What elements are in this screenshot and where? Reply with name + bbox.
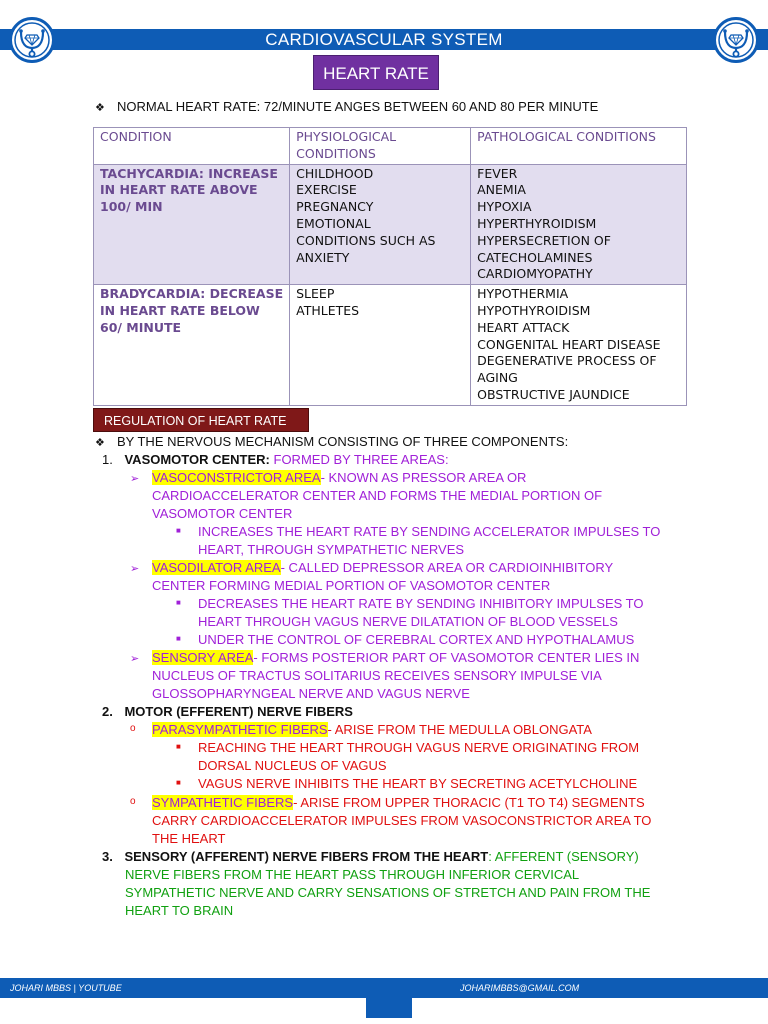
- table-header-cell: PHYSIOLOGICAL CONDITIONS: [290, 128, 471, 165]
- item-number: 3.: [102, 849, 113, 864]
- cell-line: ANEMIA: [477, 182, 526, 198]
- sub-bullet-line: DORSAL NUCLEUS OF VAGUS: [198, 758, 387, 773]
- pathological-cell: [471, 285, 687, 406]
- sympathetic-label: SYMPATHETIC FIBERS: [152, 795, 294, 810]
- cell-line: FEVER: [477, 165, 518, 181]
- sympathetic-line: CARRY CARDIOACCELERATOR IMPULSES FROM VASOCONSTRICTOR AREA TO: [152, 813, 652, 828]
- cell-line: HYPOTHYROIDISM: [477, 302, 591, 318]
- vasoconstrictor-text: - KNOWN AS PRESSOR AREA OR: [320, 470, 527, 485]
- parasympathetic-line: [152, 721, 592, 739]
- vasodilator-line: CENTER FORMING MEDIAL PORTION OF VASOMOTOR CENTER: [152, 578, 551, 593]
- vasoconstrictor-label: VASOCONSTRICTOR AREA: [152, 470, 321, 485]
- cell-line: BRADYCARDIA: DECREASE: [100, 286, 284, 302]
- stethoscope-diamond-icon: [9, 17, 55, 63]
- item-title: MOTOR (EFFERENT) NERVE FIBERS: [124, 704, 353, 719]
- physiological-cell: [290, 285, 471, 406]
- sensory-line: GLOSSOPHARYNGEAL NERVE AND VAGUS NERVE: [152, 686, 470, 701]
- cell-line: CONDITIONS SUCH AS: [296, 232, 436, 248]
- cell-line: CONGENITAL HEART DISEASE: [477, 336, 661, 352]
- sensory-label: SENSORY AREA: [152, 650, 254, 665]
- sensory-line: NUCLEUS OF TRACTUS SOLITARIUS RECEIVES SENSORY IMPULSE VIA: [152, 668, 602, 683]
- square-bullet-icon: ■: [176, 778, 181, 787]
- vasodilator-line: [152, 559, 613, 577]
- cell-line: PREGNANCY: [296, 199, 374, 215]
- cell-line: CARDIOMYOPATHY: [477, 266, 593, 282]
- table-row: [94, 285, 687, 406]
- condition-cell: [94, 164, 290, 285]
- table-header-row: [94, 128, 687, 165]
- cell-line: HYPOXIA: [477, 199, 532, 215]
- item2-heading: [102, 703, 353, 721]
- sympathetic-line: THE HEART: [152, 831, 226, 846]
- square-bullet-icon: ■: [176, 526, 181, 535]
- cell-line: CATECHOLAMINES: [477, 249, 593, 265]
- arrow-bullet-icon: ➢: [130, 653, 140, 665]
- footer-left-text: JOHARI MBBS | YOUTUBE: [10, 983, 122, 993]
- circle-bullet-icon: o: [130, 796, 136, 807]
- sympathetic-line: [152, 794, 645, 812]
- table-header-cell: PATHOLOGICAL CONDITIONS: [471, 128, 687, 165]
- vasodilator-label: VASODILATOR AREA: [152, 560, 281, 575]
- square-bullet-icon: ■: [176, 634, 181, 643]
- normal-rate-text: NORMAL HEART RATE: 72/MINUTE ANGES BETWEEN 60 AND 80 PER MINUTE: [117, 99, 599, 114]
- cell-line: HYPOTHERMIA: [477, 286, 569, 302]
- item-title: SENSORY (AFFERENT) NERVE FIBERS FROM THE HEART: [124, 849, 489, 864]
- sub-bullet-line: DECREASES THE HEART RATE BY SENDING INHIBITORY IMPULSES TO: [198, 596, 644, 611]
- cell-line: IN HEART RATE ABOVE: [100, 182, 258, 198]
- heart-rate-table: [93, 127, 687, 406]
- item1-heading: [102, 451, 449, 469]
- table-header-cell: CONDITION: [94, 128, 290, 165]
- sub-bullet-line: HEART, THROUGH SYMPATHETIC NERVES: [198, 542, 465, 557]
- intro-text: BY THE NERVOUS MECHANISM CONSISTING OF THREE COMPONENTS:: [117, 434, 569, 449]
- pathological-cell: [471, 164, 687, 285]
- diamond-bullet-icon: ❖: [95, 437, 105, 449]
- vasodilator-text: - CALLED DEPRESSOR AREA OR CARDIOINHIBITORY: [280, 560, 614, 575]
- sub-bullet-line: VAGUS NERVE INHIBITS THE HEART BY SECRETING ACETYLCHOLINE: [198, 776, 638, 791]
- arrow-bullet-icon: ➢: [130, 563, 140, 575]
- footer-email: JOHARIMBBS@GMAIL.COM: [460, 983, 580, 993]
- square-bullet-icon: ■: [176, 598, 181, 607]
- sub-bullet-line: INCREASES THE HEART RATE BY SENDING ACCELERATOR IMPULSES TO: [198, 524, 661, 539]
- vasoconstrictor-line: CARDIOACCELERATOR CENTER AND FORMS THE MEDIAL PORTION OF: [152, 488, 603, 503]
- item-number: 2.: [102, 704, 113, 719]
- physiological-cell: [290, 164, 471, 285]
- item3-line: SYMPATHETIC NERVE AND CARRY SENSATIONS OF STRETCH AND PAIN FROM THE: [125, 885, 651, 900]
- circle-bullet-icon: o: [130, 723, 136, 734]
- cell-line: TACHYCARDIA: INCREASE: [100, 165, 278, 181]
- cell-line: ANXIETY: [296, 249, 350, 265]
- section-title: HEART RATE: [313, 55, 439, 90]
- sympathetic-text: - ARISE FROM UPPER THORACIC (T1 TO T4) SEGMENTS: [293, 795, 645, 810]
- cell-line: 60/ MINUTE: [100, 319, 182, 335]
- condition-cell: [94, 285, 290, 406]
- footer-tab: [366, 996, 412, 1018]
- cell-line: HYPERTHYROIDISM: [477, 215, 597, 231]
- page-title: CARDIOVASCULAR SYSTEM: [265, 30, 503, 49]
- stethoscope-diamond-icon: [713, 17, 759, 63]
- sensory-text: - FORMS POSTERIOR PART OF VASOMOTOR CENTER LIES IN: [253, 650, 640, 665]
- cell-line: AGING: [477, 370, 518, 386]
- normal-rate-bullet: [95, 99, 598, 114]
- item3-line: NERVE FIBERS FROM THE HEART PASS THROUGH INFERIOR CERVICAL: [125, 867, 580, 882]
- item-title: VASOMOTOR CENTER:: [124, 452, 270, 467]
- table-row: [94, 164, 687, 285]
- diamond-bullet-icon: ❖: [95, 102, 105, 114]
- cell-line: IN HEART RATE BELOW: [100, 302, 260, 318]
- vasoconstrictor-line: [152, 469, 526, 487]
- parasympathetic-text: - ARISE FROM THE MEDULLA OBLONGATA: [327, 722, 592, 737]
- cell-line: CHILDHOOD: [296, 165, 374, 181]
- cell-line: DEGENERATIVE PROCESS OF: [477, 353, 657, 369]
- item-number: 1.: [102, 452, 113, 467]
- cell-line: HYPERSECRETION OF: [477, 232, 611, 248]
- regulation-heading: REGULATION OF HEART RATE: [93, 408, 309, 432]
- cell-line: HEART ATTACK: [477, 319, 570, 335]
- regulation-intro: [95, 433, 568, 452]
- sensory-line: [152, 649, 639, 667]
- parasympathetic-label: PARASYMPATHETIC FIBERS: [152, 722, 328, 737]
- cell-line: ATHLETES: [296, 302, 360, 318]
- arrow-bullet-icon: ➢: [130, 473, 140, 485]
- item3-heading: [102, 848, 639, 866]
- item-desc: : AFFERENT (SENSORY): [488, 849, 639, 864]
- cell-line: EXERCISE: [296, 182, 357, 198]
- item3-line: HEART TO BRAIN: [125, 903, 234, 918]
- square-bullet-icon: ■: [176, 742, 181, 751]
- cell-line: EMOTIONAL: [296, 215, 371, 231]
- item-desc: FORMED BY THREE AREAS:: [269, 452, 449, 467]
- cell-line: OBSTRUCTIVE JAUNDICE: [477, 386, 630, 402]
- sub-bullet-line: UNDER THE CONTROL OF CEREBRAL CORTEX AND HYPOTHALAMUS: [198, 632, 635, 647]
- cell-line: 100/ MIN: [100, 199, 163, 215]
- sub-bullet-line: HEART THROUGH VAGUS NERVE DILATATION OF BLOOD VESSELS: [198, 614, 618, 629]
- cell-line: SLEEP: [296, 286, 335, 302]
- vasoconstrictor-line: VASOMOTOR CENTER: [152, 506, 293, 521]
- sub-bullet-line: REACHING THE HEART THROUGH VAGUS NERVE ORIGINATING FROM: [198, 740, 640, 755]
